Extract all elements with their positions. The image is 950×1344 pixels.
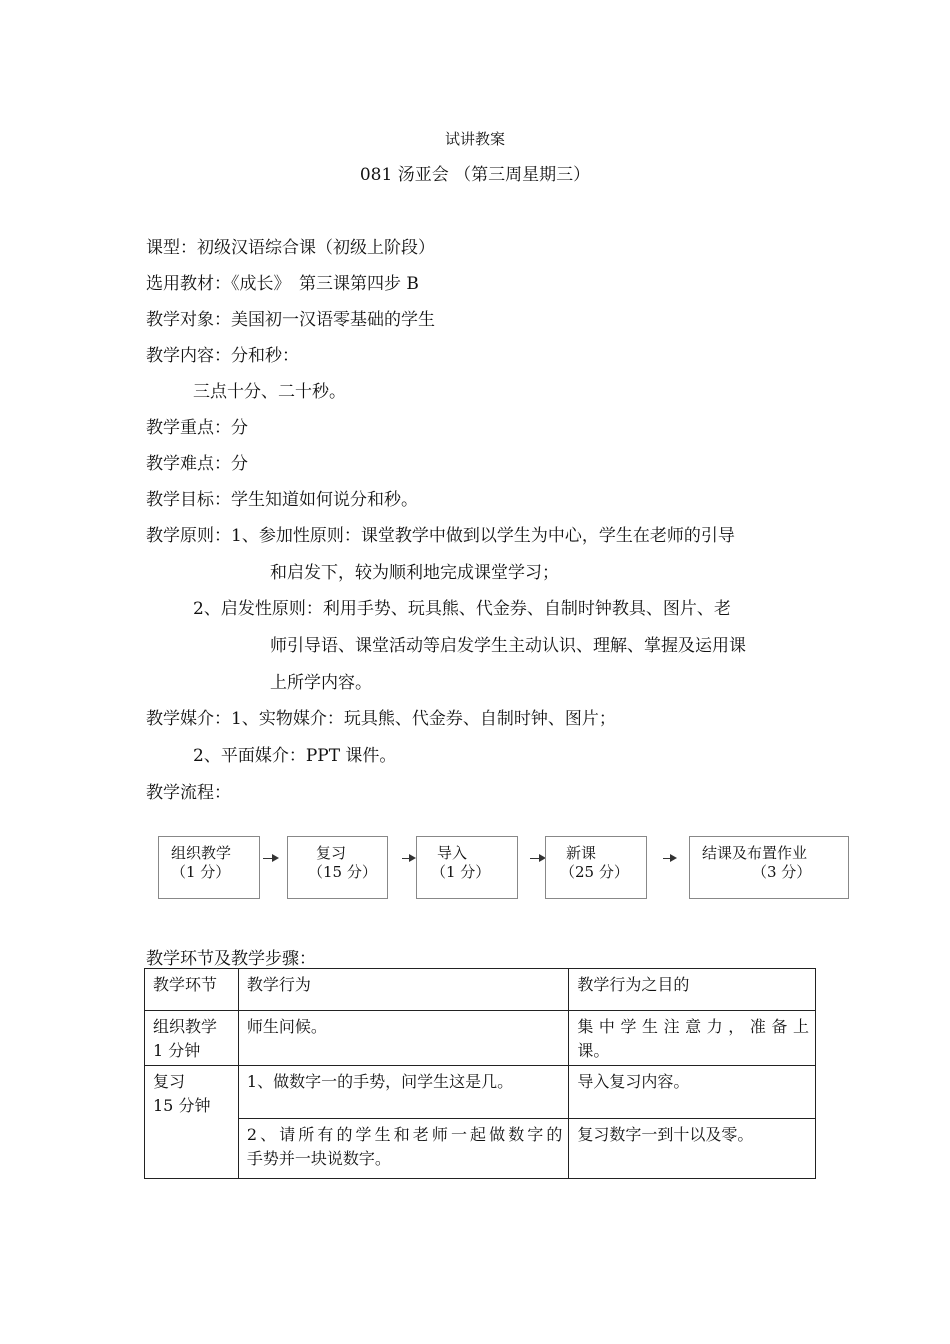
document-subtitle: 081 汤亚会 （第三周星期三）: [359, 165, 591, 185]
flow-step-time: （15 分）: [308, 863, 377, 881]
purpose-text-cont: 课。: [577, 1041, 610, 1060]
goal: 教学目标：学生知道如何说分和秒。: [146, 490, 418, 510]
document-title: 试讲教案: [444, 130, 505, 148]
table-cell-stage: [145, 1011, 239, 1066]
flow-step-organize: [158, 836, 260, 899]
flow-arrow: [530, 858, 544, 859]
table-row: [145, 1119, 816, 1179]
table-cell-purpose: 复习数字一到十以及零。: [569, 1119, 816, 1179]
flow-arrow: [402, 858, 414, 859]
teaching-steps-table: [144, 968, 816, 1179]
course-type: 课型：初级汉语综合课（初级上阶段）: [146, 238, 435, 258]
flow-label: 教学流程：: [146, 783, 231, 803]
flow-step-time: （25 分）: [560, 863, 629, 881]
textbook: 选用教材：《成长》 第三课第四步 B: [146, 274, 419, 294]
flow-step-time: （1 分）: [171, 863, 231, 881]
stage-time: 1 分钟: [153, 1041, 201, 1060]
flow-arrow: [663, 858, 675, 859]
media-2: 2、平面媒介：PPT 课件。: [193, 746, 397, 766]
flow-step-time: （1 分）: [431, 863, 491, 881]
flow-step-name: 组织教学: [171, 844, 232, 862]
principle-2-end: 上所学内容。: [270, 673, 372, 693]
media-1: 教学媒介：1、实物媒介：玩具熊、代金券、自制时钟、图片；: [146, 709, 616, 729]
table-cell-action: [238, 1119, 568, 1179]
principle-2-cont: 师引导语、课堂活动等启发学生主动认识、理解、掌握及运用课: [270, 636, 746, 656]
stage-name: 组织教学: [153, 1017, 218, 1036]
action-text-cont: 手势并一块说数字。: [246, 1149, 391, 1168]
flow-step-new-lesson: [545, 836, 647, 899]
stage-time: 15 分钟: [153, 1096, 211, 1115]
difficulty: 教学难点：分: [146, 454, 248, 474]
table-row: [145, 1011, 816, 1066]
audience: 教学对象：美国初一汉语零基础的学生: [146, 310, 435, 330]
principle-1: 教学原则：1、参加性原则：课堂教学中做到以学生为中心，学生在老师的引导: [146, 526, 735, 546]
flow-step-name: 结课及布置作业: [702, 844, 808, 862]
principle-1-cont: 和启发下，较为顺利地完成课堂学习；: [270, 563, 559, 583]
flow-arrow: [263, 858, 277, 859]
table-row: [145, 1066, 816, 1119]
flow-step-intro: [416, 836, 518, 899]
table-cell-action: 1、做数字一的手势，问学生这是几。: [238, 1066, 568, 1119]
action-text: 2、请所有的学生和老师一起做数字的: [246, 1125, 563, 1144]
table-cell-purpose: 导入复习内容。: [569, 1066, 816, 1119]
table-cell-purpose: [569, 1011, 816, 1066]
table-header: 教学行为: [238, 969, 568, 1011]
table-header: 教学行为之目的: [569, 969, 816, 1011]
flow-step-wrap-up: [689, 836, 849, 899]
purpose-text: 集中学生注意力，准备上: [577, 1017, 809, 1036]
table-header: 教学环节: [145, 969, 239, 1011]
flow-step-review: [287, 836, 388, 899]
steps-label: 教学环节及教学步骤：: [146, 949, 316, 969]
table-cell-stage: [145, 1066, 239, 1179]
flow-step-name: 新课: [566, 844, 597, 862]
content: 教学内容：分和秒：: [146, 346, 299, 366]
flow-step-time: （3 分）: [752, 863, 812, 881]
stage-name: 复习: [153, 1072, 186, 1091]
principle-2: 2、启发性原则：利用手势、玩具熊、代金券、自制时钟教具、图片、老: [193, 599, 731, 619]
flow-step-name: 复习: [316, 844, 347, 862]
flow-step-name: 导入: [437, 844, 468, 862]
table-cell-action: 师生问候。: [238, 1011, 568, 1066]
content-detail: 三点十分、二十秒。: [193, 382, 346, 402]
key-point: 教学重点：分: [146, 418, 248, 438]
table-header-row: [145, 969, 816, 1011]
